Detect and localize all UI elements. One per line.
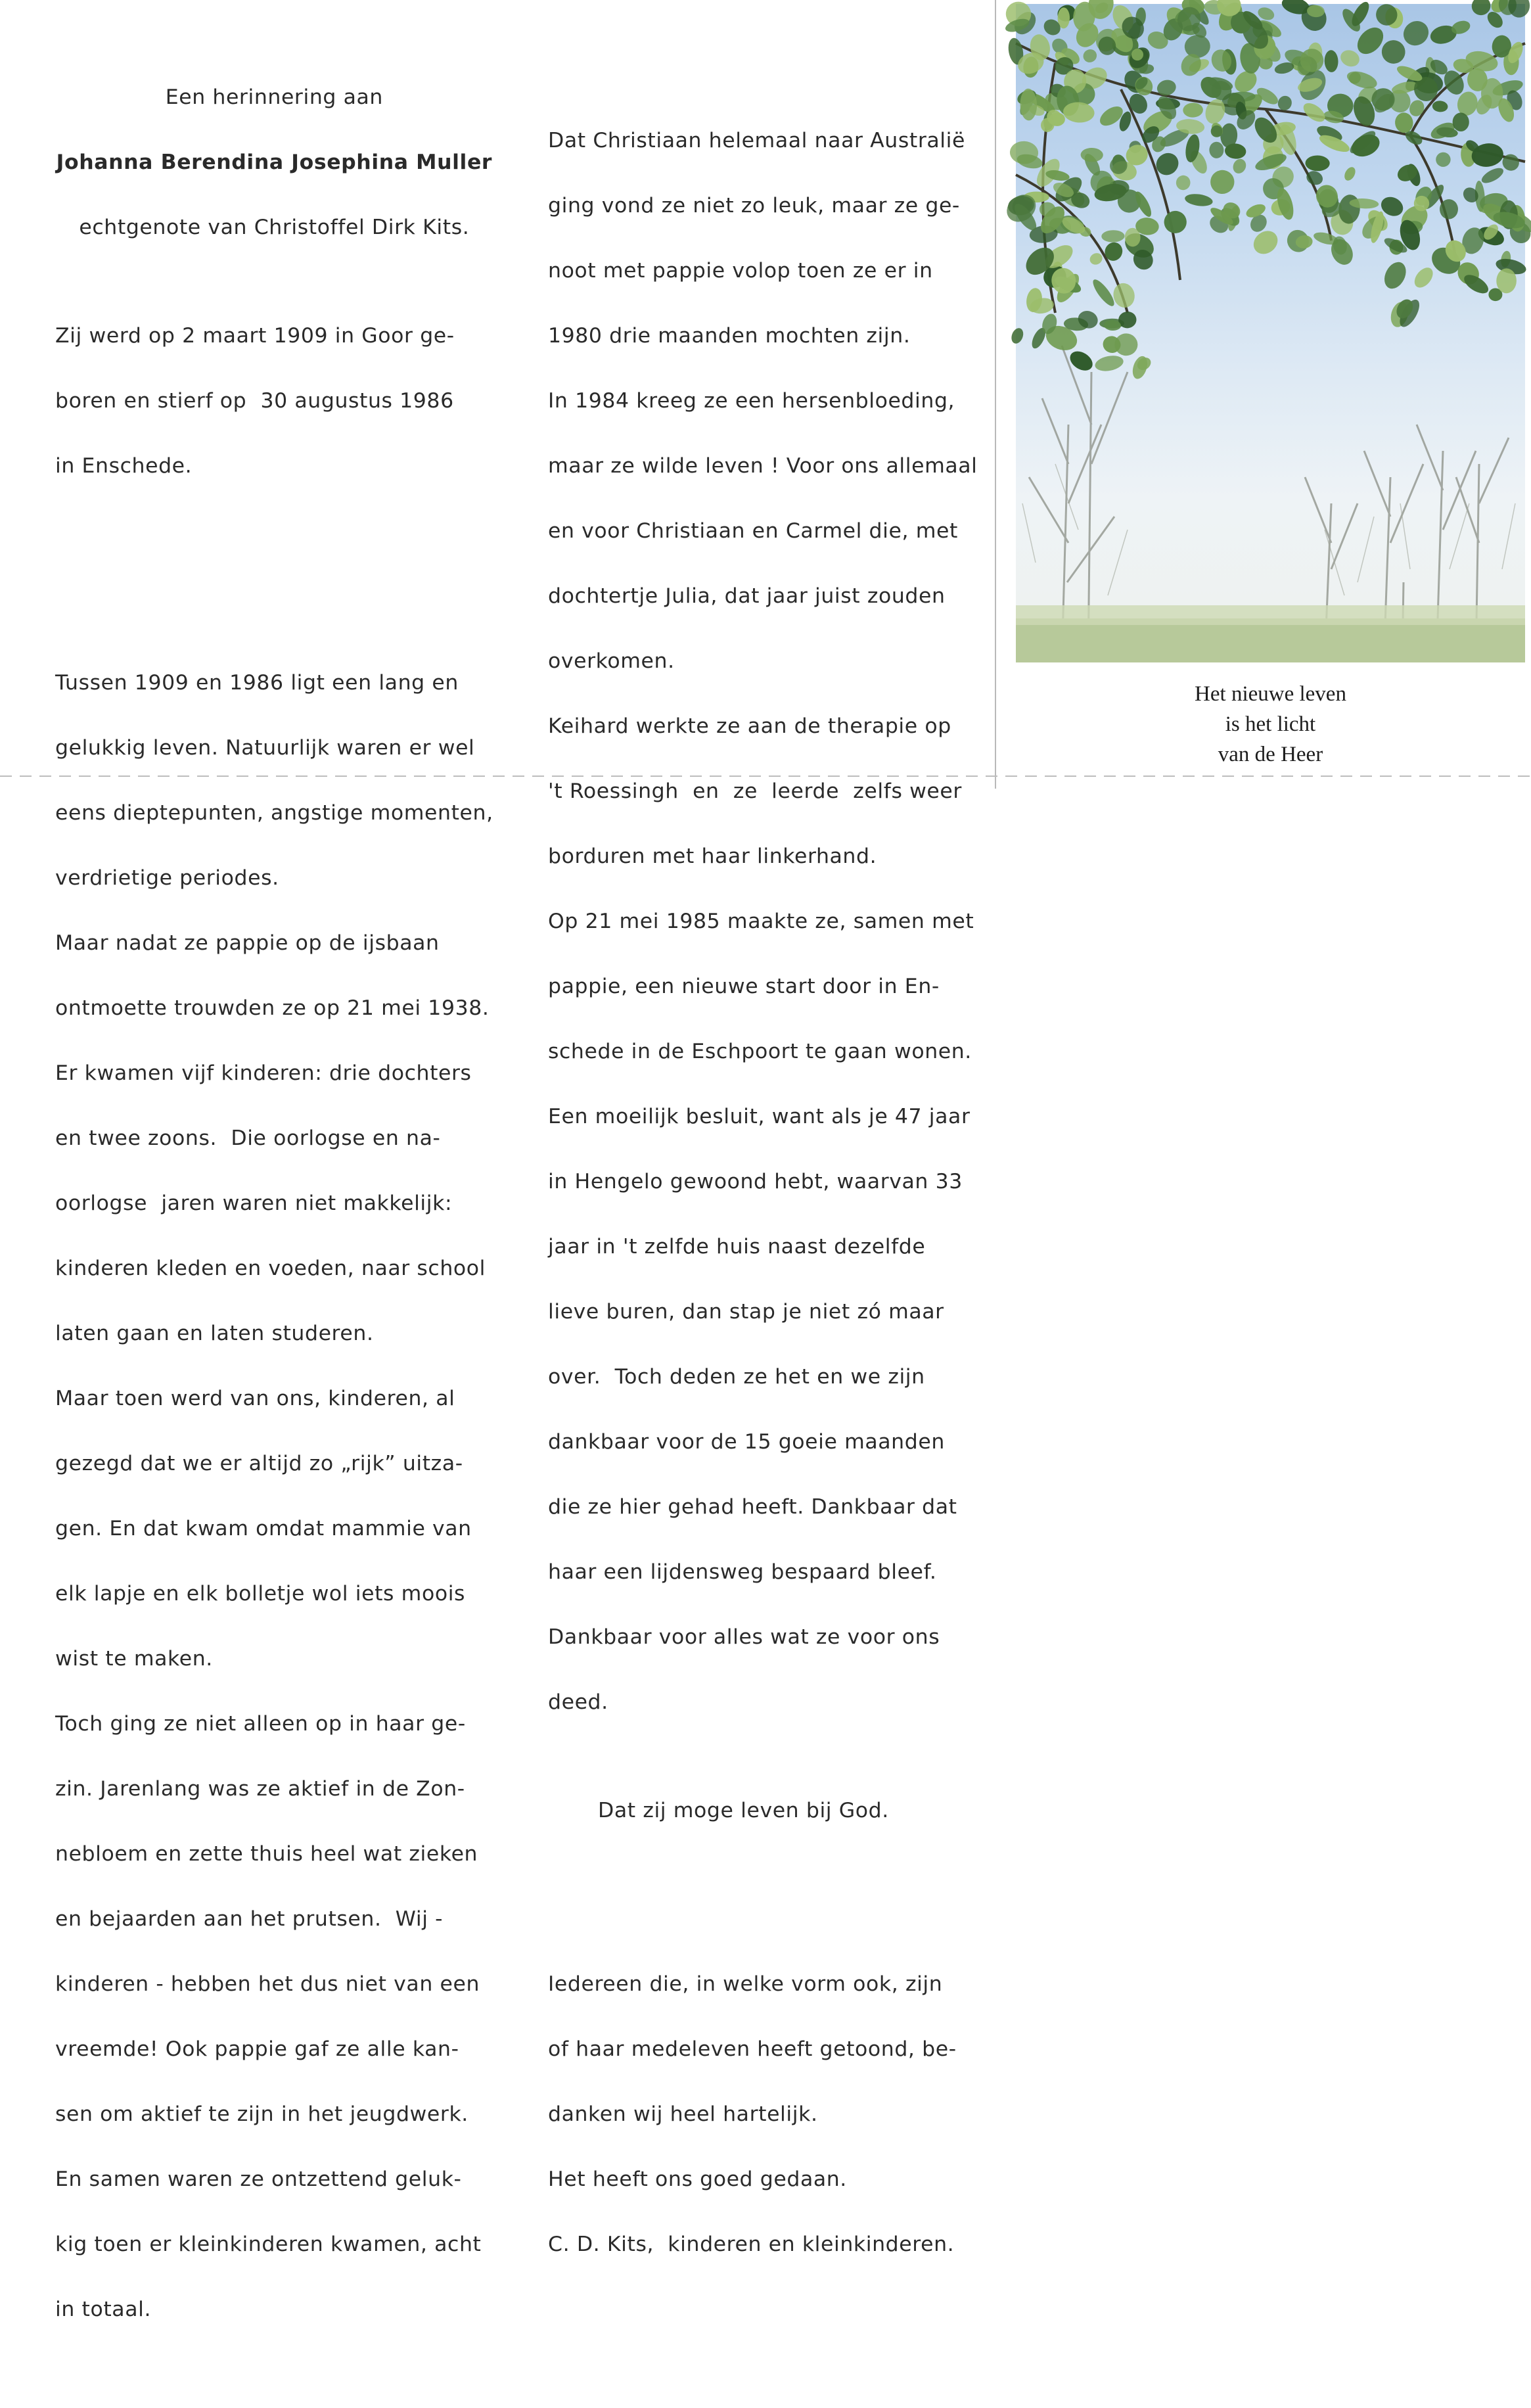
text-line: Er kwamen vijf kinderen: drie dochters bbox=[55, 1061, 472, 1085]
text-line: kinderen - hebben het dus niet van een bbox=[55, 1972, 480, 1996]
text-line: in Hengelo gewoond hebt, waarvan 33 bbox=[548, 1170, 963, 1193]
text-line: sen om aktief te zijn in het jeugdwerk. bbox=[55, 2102, 468, 2126]
text-line: gezegd dat we er altijd zo „rijk” uitza- bbox=[55, 1452, 463, 1475]
leaf bbox=[1163, 210, 1188, 234]
card-edge bbox=[0, 776, 1531, 777]
text-line: Maar toen werd van ons, kinderen, al bbox=[55, 1387, 455, 1410]
text-line: en twee zoons. Die oorlogse en na- bbox=[55, 1126, 441, 1150]
leaf bbox=[1175, 174, 1191, 191]
text-line: jaar in 't zelfde huis naast dezelfde bbox=[548, 1235, 926, 1259]
meadow bbox=[1016, 618, 1525, 662]
leaf bbox=[1399, 16, 1434, 50]
text-line: ontmoette trouwden ze op 21 mei 1938. bbox=[55, 996, 490, 1020]
text-line: boren en stierf op 30 augustus 1986 bbox=[55, 389, 454, 413]
caption-line-3: van de Heer bbox=[1218, 743, 1323, 766]
text-line: En samen waren ze ontzettend geluk- bbox=[55, 2167, 462, 2191]
deceased-name: Johanna Berendina Josephina Muller bbox=[56, 150, 493, 174]
text-line: oorlogse jaren waren niet makkelijk: bbox=[55, 1192, 453, 1215]
leaf bbox=[1435, 152, 1451, 168]
leaf bbox=[1479, 165, 1505, 186]
spouse-line: echtgenote van Christoffel Dirk Kits. bbox=[79, 216, 470, 239]
text-line: gelukkig leven. Natuurlijk waren er wel bbox=[55, 736, 475, 760]
text-line: Tussen 1909 en 1986 ligt een lang en bbox=[55, 671, 459, 695]
middle-text-column bbox=[548, 43, 978, 2342]
photo-caption bbox=[1016, 662, 1525, 781]
leaf bbox=[1089, 277, 1117, 309]
meadow-haze bbox=[1016, 605, 1525, 625]
text-line: schede in de Eschpoort te gaan wonen. bbox=[548, 1040, 972, 1063]
later-life-paragraph bbox=[548, 87, 978, 1757]
text-line: verdrietige periodes. bbox=[55, 866, 279, 890]
text-line: die ze hier gehad heeft. Dankbaar dat bbox=[548, 1495, 957, 1519]
text-line: Maar nadat ze pappie op de ijsbaan bbox=[55, 931, 440, 955]
leaf bbox=[1080, 148, 1103, 162]
text-line: Dankbaar voor alles wat ze voor ons bbox=[548, 1625, 940, 1649]
text-line: eens dieptepunten, angstige momenten, bbox=[55, 801, 493, 825]
leaf bbox=[1300, 99, 1329, 125]
text-line: overkomen. bbox=[548, 649, 675, 673]
caption-line-2: is het licht bbox=[1225, 712, 1316, 736]
signature-line: C. D. Kits, kinderen en kleinkinderen. bbox=[548, 2233, 955, 2256]
text-line: noot met pappie volop toen ze er in bbox=[548, 259, 933, 283]
text-line: vreemde! Ook pappie gaf ze alle kan- bbox=[55, 2037, 459, 2061]
text-line: Dat Christiaan helemaal naar Australië bbox=[548, 129, 965, 152]
text-line: Keihard werkte ze aan de therapie op bbox=[548, 714, 951, 738]
text-line: in totaal. bbox=[55, 2298, 152, 2321]
leaf bbox=[1411, 264, 1436, 291]
text-line: over. Toch deden ze het en we zijn bbox=[548, 1365, 925, 1389]
leaf-cluster bbox=[1001, 0, 1531, 381]
text-line: Toch ging ze niet alleen op in haar ge- bbox=[55, 1712, 466, 1736]
leaf bbox=[1111, 281, 1137, 310]
text-line: dankbaar voor de 15 goeie maanden bbox=[548, 1430, 945, 1454]
leaf bbox=[1081, 47, 1099, 65]
leaf bbox=[1009, 327, 1025, 346]
text-line: en bejaarden aan het prutsen. Wij - bbox=[55, 1907, 444, 1931]
text-line: in Enschede. bbox=[55, 454, 193, 478]
paragraph-gap bbox=[55, 564, 493, 586]
text-line: deed. bbox=[548, 1690, 608, 1714]
leaf bbox=[1342, 165, 1358, 182]
text-line: Het heeft ons goed gedaan. bbox=[548, 2167, 847, 2191]
leaf bbox=[1101, 230, 1125, 243]
text-line: haar een lijdensweg bespaard bleef. bbox=[548, 1560, 937, 1584]
leaf bbox=[1380, 258, 1410, 292]
tree-photo-illustration bbox=[1016, 4, 1525, 662]
leaf bbox=[1208, 168, 1237, 196]
text-line: kig toen er kleinkinderen kwamen, acht bbox=[55, 2233, 482, 2256]
text-line: 't Roessingh en ze leerde zelfs weer bbox=[548, 779, 962, 803]
life-story-paragraph bbox=[55, 629, 493, 2364]
left-text-column bbox=[55, 43, 493, 2407]
leaf bbox=[1183, 103, 1203, 118]
text-line: 1980 drie maanden mochten zijn. bbox=[548, 324, 911, 348]
fold-divider bbox=[995, 0, 996, 789]
text-line: nebloem en zette thuis heel wat zieken bbox=[55, 1842, 478, 1866]
text-line: Op 21 mei 1985 maakte ze, samen met bbox=[548, 910, 974, 933]
text-line: In 1984 kreeg ze een hersenbloeding, bbox=[548, 389, 955, 413]
leaf bbox=[1508, 0, 1530, 18]
text-line: danken wij heel hartelijk. bbox=[548, 2102, 818, 2126]
text-line: Een moeilijk besluit, want als je 47 jaar bbox=[548, 1105, 971, 1128]
text-line: wist te maken. bbox=[55, 1647, 213, 1671]
text-line: zin. Jarenlang was ze aktief in de Zon- bbox=[55, 1777, 465, 1801]
text-line: borduren met haar linkerhand. bbox=[548, 845, 877, 868]
leaf bbox=[1432, 101, 1448, 113]
text-line: en voor Christiaan en Carmel die, met bbox=[548, 519, 958, 543]
birth-death-paragraph bbox=[55, 282, 493, 521]
caption-line-1: Het nieuwe leven bbox=[1195, 682, 1346, 706]
text-line: pappie, een nieuwe start door in En- bbox=[548, 975, 940, 998]
paragraph-gap bbox=[548, 1865, 978, 1887]
leaf bbox=[1183, 34, 1211, 58]
text-line: maar ze wilde leven ! Voor ons allemaal bbox=[548, 454, 978, 478]
thanks-paragraph bbox=[548, 1930, 978, 2299]
text-line: elk lapje en elk bolletje wol iets moois bbox=[55, 1582, 466, 1606]
leaf bbox=[1093, 354, 1124, 373]
leaf bbox=[1231, 157, 1248, 175]
leaf bbox=[1338, 47, 1361, 70]
text-line: Iedereen die, in welke vorm ook, zijn bbox=[548, 1972, 943, 1996]
leaf bbox=[1324, 50, 1338, 72]
leaf bbox=[1209, 141, 1224, 158]
card-heading: Een herinnering aan bbox=[165, 85, 383, 109]
text-line: Zij werd op 2 maart 1909 in Goor ge- bbox=[55, 324, 455, 348]
blessing-line: Dat zij moge leven bij God. bbox=[598, 1799, 889, 1822]
text-line: lieve buren, dan stap je niet zó maar bbox=[548, 1300, 944, 1324]
leaf bbox=[1394, 112, 1414, 133]
text-line: kinderen kleden en voeden, naar school bbox=[55, 1257, 486, 1280]
text-line: ging vond ze niet zo leuk, maar ze ge- bbox=[548, 194, 960, 218]
text-line: laten gaan en laten studeren. bbox=[55, 1322, 374, 1345]
tree-photo bbox=[1016, 4, 1525, 662]
text-line: dochtertje Julia, dat jaar juist zouden bbox=[548, 584, 946, 608]
text-line: of haar medeleven heeft getoond, be- bbox=[548, 2037, 957, 2061]
leaf bbox=[1305, 155, 1330, 171]
leaf bbox=[1184, 193, 1214, 208]
text-line: gen. En dat kwam omdat mammie van bbox=[55, 1517, 472, 1540]
